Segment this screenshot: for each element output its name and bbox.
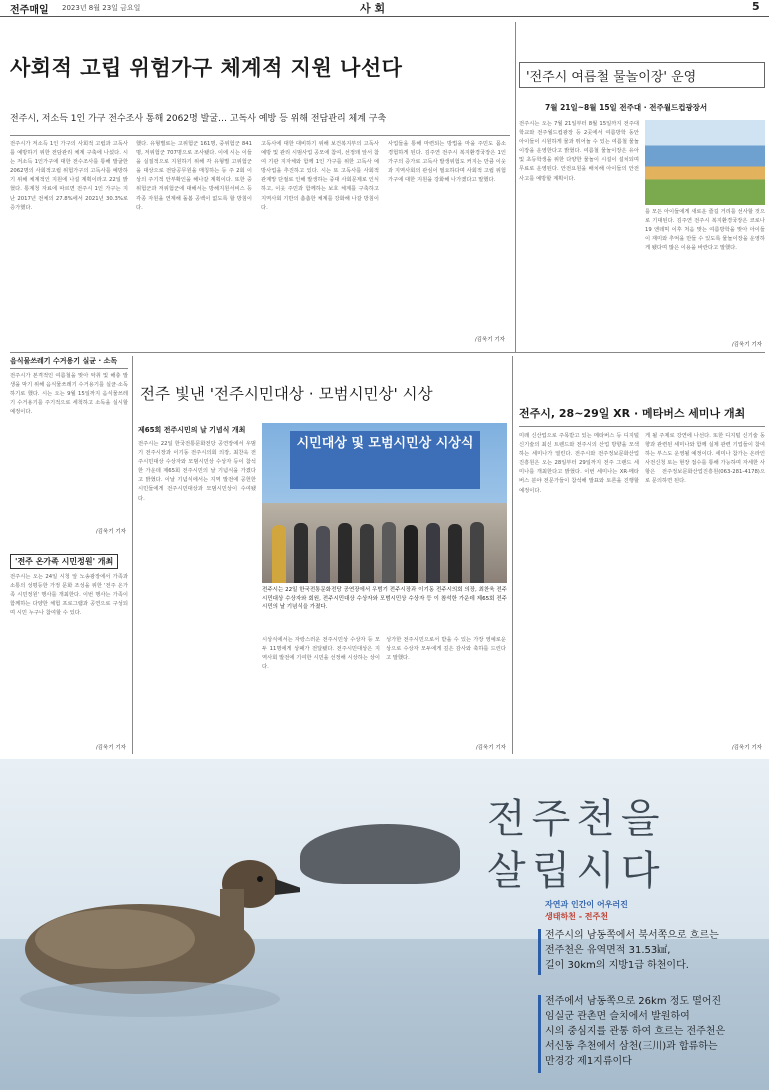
recipient <box>404 525 418 583</box>
brief-text-1: 전주시가 본격적인 여름철을 맞아 악취 및 해충 발생을 막기 위해 음식물쓰레기 수거용기를 실균·소독하기로 했다. 시는 오는 9월 15일까지 음식물쓰레기 수거용기를 주기적으로 세척하고 소독을 실시할 예정이다. <box>10 373 128 416</box>
recipient <box>382 522 396 583</box>
accent-bar <box>538 929 541 975</box>
main-col-2: 했다. 유형별로는 고위험군 161명, 중위험군 841명, 저위험군 707명으로 조사됐다. 이에 시는 이들을 실질적으로 지원하기 위해 각 유형별 고위험군을 대상으로 전담공무원을 매칭하는 등 주 2회 이상의 주기적 안부확인을 해나갈 계획이다. 또한 중위험군과 저위험군에 대해서는 방해지원서비스 등 각종 자원을 연계해 돌봄 공백이 없도록 할 방침이다. <box>136 141 252 211</box>
duck-illustration <box>20 799 300 1029</box>
divider <box>10 135 510 136</box>
main-col-1: 전주시가 저소득 1인 가구의 사회적 고립과 고독사를 예방하기 위한 전담관리 체계 구축에 나섰다. 시는 저소득 1인가구에 대한 전수조사를 통해 발굴한 2062명의 사회적고립 위험가구의 고독사를 예방하기 위해 체계적인 지원에 나설 계획이라고 22일 밝혔다. 통계청 자료에 따르면 전주시 1인 가구는 지난 2017년 전체의 27.8%에서 2021년 30.3%로 증가했다. <box>10 141 128 211</box>
award-photo-banner <box>290 431 480 489</box>
award-photo-banner-text: 시민대상 및 모범시민상 시상식 <box>296 436 474 451</box>
section-name: 사 회 <box>360 2 386 15</box>
ad-headline-1: 전주천을 <box>487 796 666 842</box>
ad-headline-2: 살립시다 <box>487 848 666 894</box>
main-byline: /김욱기 기자 <box>474 337 505 343</box>
divider <box>512 356 513 754</box>
side-sub: 7월 21일~8월 15일 전주대 · 전주월드컵광장서 <box>545 103 708 112</box>
recipient <box>426 523 440 583</box>
newspaper-brand: 전주매일 <box>10 5 49 16</box>
side-title: '전주시 여름철 물놀이장' 운영 <box>526 70 697 85</box>
award-recipients <box>262 523 507 583</box>
brief-byline-1: /김욱기 기자 <box>95 529 126 535</box>
award-photo <box>262 423 507 583</box>
main-subhead: 전주시, 저소득 1인 가구 전수조사 통해 2062명 발굴… 고독사 예방 등 위해 전담관리 체계 구축 <box>10 114 387 124</box>
brief-title-2: '전주 온가족 시민정원' 개최 <box>10 554 118 569</box>
river-rock <box>300 824 460 884</box>
main-col-3: 고독사에 대한 대비하기 위해 보건복지부의 고독사 예방 및 관리 시범사업 공모에 참여, 선정돼 앞서 참여 기관 지자체와 함께 1인 가구를 위한 고독사 예방사업을 추진하고 있다. 시는 또 고독사를 사회적 관계망 단절로 인해 발생하는 중대 사회문제로 인식하고, 이웃 주민과 함께하는 보호 체계를 구축하고 지역사회 기반의 촘촘한 체계를 강화해 나갈 방침이다. <box>261 141 379 211</box>
recipient <box>448 524 462 583</box>
side-title-box <box>519 62 765 88</box>
page-header <box>0 0 769 17</box>
recipient <box>360 524 374 583</box>
award-byline: /김욱기 기자 <box>475 745 506 751</box>
ad-line: 시의 중심지를 관통 하여 흐르는 전주천은 <box>545 1026 726 1037</box>
xr-byline: /김욱기 기자 <box>731 745 762 751</box>
award-text-2: 시상식에서는 자랑스러운 전주시민상 수상자 등 모두 11명에게 상패가 전달됐다. 전주시민대상은 지역사회 발전에 기여한 시민을 선정해 시상하는 상이다. <box>262 637 380 671</box>
main-headline: 사회적 고립 위험가구 체계적 지원 나선다 <box>10 56 403 80</box>
side-byline: /김욱기 기자 <box>731 342 762 348</box>
accent-bar <box>538 995 541 1073</box>
award-headline: 전주 빛낸 '전주시민대상 · 모범시민상' 시상 <box>140 385 433 403</box>
award-text-1: 전주시는 22일 한국전통문화전당 공연장에서 우범기 전주시장과 이기동 전주시의회 의장, 최찬욱 전주시민대상 수상자와 모범시민상 수상자 등이 참석한 가운데 제65회 전주시민의 날 기념식을 가졌다고 밝혔다. 이날 기념식에서는 지역 발전에 공헌한 시민들에게 전주시민대상과 모범시민상이 수여됐다. <box>138 441 256 502</box>
recipient <box>470 522 484 583</box>
ad-line: 전주시의 남동쪽에서 북서쪽으로 흐르는 <box>545 930 719 941</box>
ad-paragraph-2 <box>545 994 725 1069</box>
brief-text-2: 전주시는 오는 24일 시청 앞 노송광장에서 가족과 소통의 성평등한 가정 문화 조성을 위한 '전주 온가족 시민정원' 행사를 개최한다. 이번 행사는 가족이 함께하는 다양한 체험 프로그램과 공연으로 구성되며 시민 누구나 참여할 수 있다. <box>10 574 128 617</box>
waterpark-photo <box>645 120 765 205</box>
brief-byline-2: /김욱기 기자 <box>95 745 126 751</box>
side-text-col-1: 전주시는 오는 7월 21일부터 8월 15일까지 전주대학교와 전주월드컵광장 등 2곳에서 여름방학 동안 아이들이 시원하게 물과 뛰어놀 수 있는 여름철 물놀이장을 운영한다고 밝혔다. 여름철 물놀이장은 유아 및 초등학생을 위한 다양한 물놀이 시설이 설치되며 무료로 운영된다. 안전요원을 배치해 아이들의 안전사고를 예방할 계획이다. <box>519 121 639 182</box>
award-subhead: 제65회 전주시민의 날 기념식 개최 <box>138 426 246 434</box>
public-ad <box>0 759 769 1090</box>
divider <box>515 22 516 352</box>
ad-line: 전주에서 남동쪽으로 26km 정도 떨어진 <box>545 996 722 1007</box>
divider <box>132 356 133 754</box>
ad-line: 전주천은 유역면적 31.53㎢, <box>545 945 671 956</box>
recipient <box>272 525 286 583</box>
divider <box>10 352 765 353</box>
ad-line: 임실군 관촌면 슬치에서 발원하여 <box>545 1011 690 1022</box>
ad-paragraph-1 <box>545 928 719 973</box>
xr-text-1: 미래 신산업으로 주목받고 있는 메타버스 등 디지털 신기술의 최신 트렌드와 전주시의 산업 방향을 모색하는 세미나가 열린다. 전주시와 전주정보문화산업진흥원은 오는 28일부터 29일까지 전주 그랜드 세미나를 개최한다고 밝혔다. 이번 세미나는 XR·메타버스 분야 전문가들이 참석해 발표와 토론을 진행할 예정이다. <box>519 433 639 494</box>
recipient <box>294 523 308 583</box>
ad-tagline-1: 자연과 인간이 어우러진 <box>545 900 628 909</box>
xr-text-2: 게 될 주제로 강연에 나선다. 또한 디지털 신기술 동향과 관련된 세미나와 함께 실제 관련 기업들이 참여하는 부스도 운영될 예정이다. 세미나 참가는 온라인 사전신청 또는 현장 접수를 통해 가능하며 자세한 사항은 전주정보문화산업진흥원(063-281-4178)으로 문의하면 된다. <box>645 433 765 485</box>
issue-date: 2023년 8월 23일 금요일 <box>62 4 141 12</box>
page-number: 5 <box>752 0 760 13</box>
award-text-3: 성가한 전주시민으로서 받을 수 있는 가장 영예로운 상으로 수상자 모두에게 깊은 감사와 축하를 드린다고 말했다. <box>386 637 506 662</box>
ad-line: 길이 30km의 지방1급 하천이다. <box>545 960 689 971</box>
side-text-col-2: 를 모든 아이들에게 새로운 즐길 거리를 선사할 것으로 기대된다. 김주연 전주시 복지환경국장은 코로나19 엔데믹 이후 처음 맞는 여름방학을 맞아 아이들이 재미와 추억을 만들 수 있도록 물놀이장을 운영하게 됐다며 많은 이용을 바란다고 말했다. <box>645 209 765 252</box>
recipient <box>316 526 330 583</box>
ad-line: 만경강 제1지류이다 <box>545 1056 632 1067</box>
divider <box>519 426 765 427</box>
award-caption: 전주시는 22일 한국전통문화전당 공연장에서 우범기 전주시장과 이기동 전주시의회 의장, 최찬욱 전주시민대상 수상자와 회원, 전주시민대상 수상자와 모범시민상 수상자 등 이 참석한 가운데 제65회 전주시민의 날 기념식을 가졌다. <box>262 587 507 610</box>
recipient <box>338 523 352 583</box>
ad-tagline-2: 생태하천 - 전주천 <box>545 912 608 921</box>
main-col-4: 사업들을 통해 마련되는 방법을 마을 주민도 몸소 경험하게 된다. 김주연 전주시 복지환경국장은 1인 가구의 증가로 고독사 발생위험도 커지는 만큼 이웃과 지역사회의 관심이 필요하다며 사회적 고립 위험가구에 대한 지원을 강화해 나가겠다고 말했다. <box>388 141 506 184</box>
brief-title-1: 음식물쓰레기 수거용기 실균 · 소독 <box>10 357 118 365</box>
divider <box>10 368 128 369</box>
ad-line: 서신동 추천에서 삼천(三川)과 합류하는 <box>545 1041 718 1052</box>
xr-headline: 전주시, 28~29일 XR · 메타버스 세미나 개최 <box>519 407 746 420</box>
